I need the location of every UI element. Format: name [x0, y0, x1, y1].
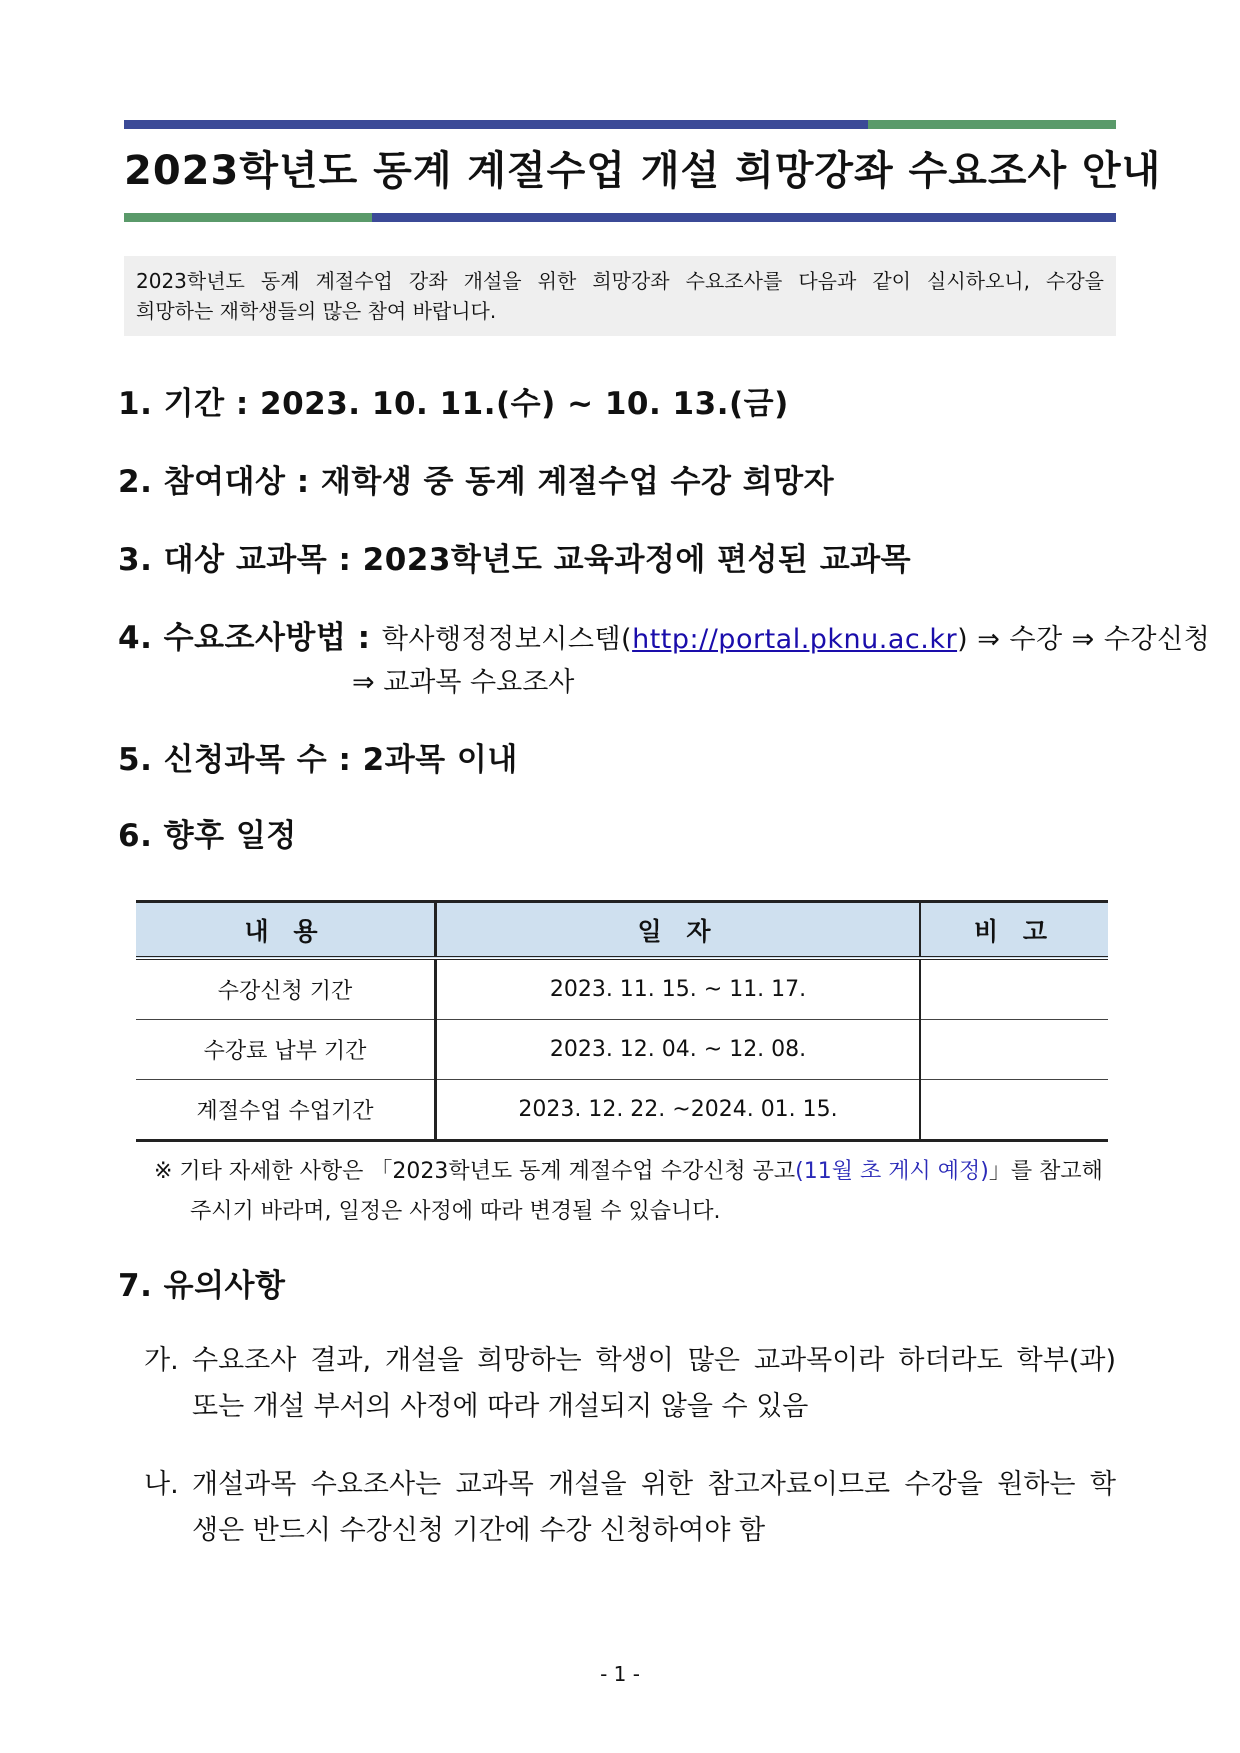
section-courses-label: 3. 대상 교과목 :: [118, 542, 352, 578]
caution-mark: 가.: [144, 1345, 179, 1376]
caution-mark: 나.: [144, 1469, 179, 1500]
row-note: [920, 958, 1108, 1020]
section-count: [118, 734, 518, 779]
header-remarks: 비 고: [920, 902, 1108, 959]
caution-line-2: 생은 반드시 수강신청 기간에 수강 신청하여야 함: [192, 1515, 766, 1546]
top-bar-navy: [124, 120, 868, 129]
section-target: [118, 456, 834, 501]
row-date: 2023. 12. 04. ~ 12. 08.: [436, 1020, 921, 1080]
row-item: 수강료 납부 기간: [136, 1020, 436, 1080]
note-suffix: 」를 참고해: [988, 1159, 1103, 1184]
table-row: [136, 958, 1108, 1020]
table-row: [136, 1020, 1108, 1080]
section-target-label: 2. 참여대상 :: [118, 464, 310, 500]
header-content: 내 용: [136, 902, 436, 959]
section-method-prefix: 학사행정정보시스템(: [381, 624, 633, 655]
row-date: 2023. 11. 15. ~ 11. 17.: [436, 958, 921, 1020]
caution-item-na: [144, 1462, 1116, 1554]
section-method-label: 4. 수요조사방법 :: [118, 620, 371, 656]
section-courses: [118, 534, 911, 579]
note-highlight: (11월 초 게시 예정): [795, 1159, 989, 1184]
note-prefix: ※ 기타 자세한 사항은 「2023학년도 동계 계절수업 수강신청 공고: [154, 1159, 796, 1184]
caution-item-ga: [144, 1338, 1116, 1430]
section-method: [118, 612, 1210, 657]
section-count-value: 2과목 이내: [362, 742, 518, 778]
section-period-label: 1. 기간 :: [118, 386, 249, 422]
intro-line-1: 2023학년도 동계 계절수업 강좌 개설을 위한 희망강좌 수요조사를 다음과 같이 실시하오니, 수강을: [136, 269, 1104, 293]
note-line-1: [154, 1152, 1116, 1192]
caution-line-1: 개설과목 수요조사는 교과목 개설을 위한 참고자료이므로 수강을 원하는 학: [192, 1469, 1116, 1500]
section-cautions-heading: 7. 유의사항: [118, 1268, 286, 1304]
section-method-suffix: ) ⇒ 수강 ⇒ 수강신청: [957, 624, 1211, 655]
note-line-2: 주시기 바라며, 일정은 사정에 따라 변경될 수 있습니다.: [190, 1199, 721, 1224]
row-date: 2023. 12. 22. ~2024. 01. 15.: [436, 1080, 921, 1141]
top-bar-green: [868, 120, 1116, 129]
section-courses-value: 2023학년도 교육과정에 편성된 교과목: [362, 542, 912, 578]
page-number: - 1 -: [600, 1662, 640, 1686]
title-top-bar: [124, 120, 1116, 129]
caution-line-2: 또는 개설 부서의 사정에 따라 개설되지 않을 수 있음: [192, 1391, 809, 1422]
section-method-line-2: ⇒ 교과목 수요조사: [352, 667, 575, 698]
schedule-table: [136, 900, 1108, 1142]
schedule-header-row: [136, 902, 1108, 959]
intro-box: [124, 256, 1116, 336]
section-period: [118, 378, 789, 423]
caution-line-1: 수요조사 결과, 개설을 희망하는 학생이 많은 교과목이라 하더라도 학부(과): [192, 1345, 1116, 1376]
title-bottom-bar: [124, 213, 1116, 222]
schedule-note: [154, 1152, 1116, 1232]
section-period-value: 2023. 10. 11.(수) ~ 10. 13.(금): [260, 386, 789, 422]
intro-line-2: 희망하는 재학생들의 많은 참여 바랍니다.: [136, 299, 497, 323]
row-note: [920, 1080, 1108, 1141]
table-row: [136, 1080, 1108, 1141]
bottom-bar-green: [124, 213, 372, 222]
section-schedule-heading: 6. 향후 일정: [118, 818, 297, 854]
row-item: 수강신청 기간: [136, 958, 436, 1020]
portal-link[interactable]: http://portal.pknu.ac.kr: [632, 624, 958, 655]
header-date: 일 자: [436, 902, 921, 959]
row-note: [920, 1020, 1108, 1080]
page-title: 2023학년도 동계 계절수업 개설 희망강좌 수요조사 안내: [124, 148, 1162, 194]
row-item: 계절수업 수업기간: [136, 1080, 436, 1141]
section-target-value: 재학생 중 동계 계절수업 수강 희망자: [320, 464, 835, 500]
bottom-bar-navy: [372, 213, 1116, 222]
title-block: [124, 120, 1162, 222]
section-count-label: 5. 신청과목 수 :: [118, 742, 352, 778]
